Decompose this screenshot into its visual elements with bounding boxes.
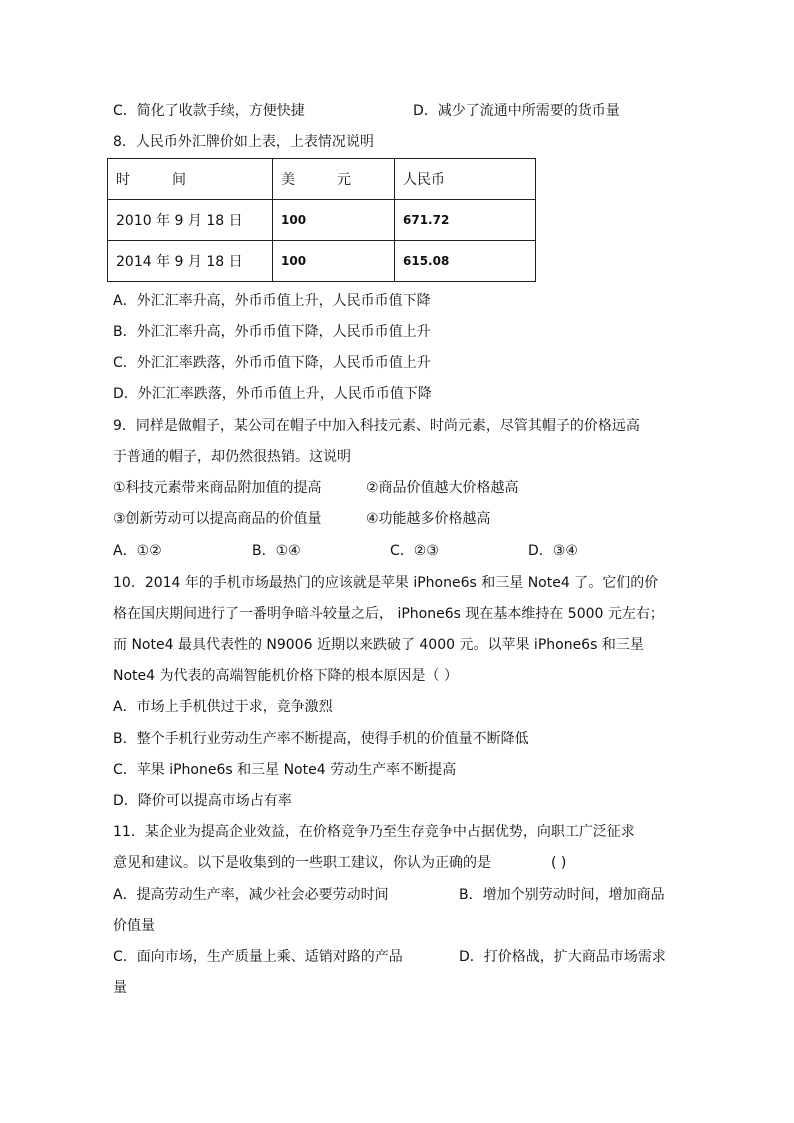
q9-stem-line1: 9．同样是做帽子，某公司在帽子中加入科技元素、时尚元素，尽管其帽子的价格远高 xyxy=(113,418,640,434)
table-header-cell: 人民币 xyxy=(395,159,536,200)
q10-stem-line2: 格在国庆期间进行了一番明争暗斗较量之后， iPhone6s 现在基本维持在 5000 元左右； xyxy=(113,606,664,622)
q8-option-c: C．外汇汇率跌落，外币币值下降，人民币币值上升 xyxy=(113,355,431,371)
q8-option-b: B．外汇汇率升高，外币币值下降，人民币币值上升 xyxy=(113,324,431,340)
table-cell-rmb: 671.72 xyxy=(395,200,536,241)
q10-stem-line3: 而 Note4 最具代表性的 N9006 近期以来跌破了 4000 元。以苹果 iPhone6s 和三星 xyxy=(113,637,644,653)
exchange-rate-table xyxy=(107,158,536,282)
q8-stem: 8．人民币外汇牌价如上表，上表情况说明 xyxy=(113,134,374,150)
q11-stem-line2: 意见和建议。以下是收集到的一些职工建议，你认为正确的是 xyxy=(113,855,491,871)
q10-option-c: C．苹果 iPhone6s 和三星 Note4 劳动生产率不断提高 xyxy=(113,762,457,778)
table-cell-date: 2014 年 9 月 18 日 xyxy=(108,241,273,282)
q11-option-d-continued: 量 xyxy=(113,980,127,996)
table-header-row xyxy=(108,159,536,200)
q10-option-b: B．整个手机行业劳动生产率不断提高，使得手机的价值量不断降低 xyxy=(113,731,529,747)
q9-item-4: ④功能越多价格越高 xyxy=(366,511,491,527)
q10-stem-line1: 10．2014 年的手机市场最热门的应该就是苹果 iPhone6s 和三星 Note4 了。它们的价 xyxy=(113,575,659,591)
q9-option-a: A．①② xyxy=(113,543,162,559)
table-header-cell: 时 间 xyxy=(108,159,273,200)
table-cell-rmb: 615.08 xyxy=(395,241,536,282)
q11-stem-line1: 11．某企业为提高企业效益，在价格竞争乃至生存竞争中占据优势，向职工广泛征求 xyxy=(113,824,635,840)
q11-option-b: B．增加个别劳动时间，增加商品 xyxy=(459,887,665,903)
q11-option-c: C．面向市场，生产质量上乘、适销对路的产品 xyxy=(113,949,403,965)
table-cell-usd: 100 xyxy=(273,241,395,282)
q11-option-a: A．提高劳动生产率，减少社会必要劳动时间 xyxy=(113,887,389,903)
q7-option-c: C．简化了收款手续，方便快捷 xyxy=(113,103,305,119)
q10-stem-line4: Note4 为代表的高端智能机价格下降的根本原因是（ ） xyxy=(113,668,458,684)
q11-answer-paren: ( ) xyxy=(551,855,567,871)
q9-option-b: B．①④ xyxy=(252,543,301,559)
q9-item-3: ③创新劳动可以提高商品的价值量 xyxy=(113,511,322,527)
q9-stem-line2: 于普通的帽子，却仍然很热销。这说明 xyxy=(113,449,351,465)
q10-option-d: D．降价可以提高市场占有率 xyxy=(113,793,292,809)
q9-option-c: C．②③ xyxy=(390,543,439,559)
table-row xyxy=(108,241,536,282)
q9-item-2: ②商品价值越大价格越高 xyxy=(366,480,519,496)
table-cell-date: 2010 年 9 月 18 日 xyxy=(108,200,273,241)
q10-option-a: A．市场上手机供过于求，竞争激烈 xyxy=(113,699,333,715)
q11-option-b-continued: 价值量 xyxy=(113,918,155,934)
table-header-cell: 美 元 xyxy=(273,159,395,200)
table-cell-usd: 100 xyxy=(273,200,395,241)
q9-item-1: ①科技元素带来商品附加值的提高 xyxy=(113,480,322,496)
q8-option-a: A．外汇汇率升高，外币币值上升，人民币币值下降 xyxy=(113,293,431,309)
table-row xyxy=(108,200,536,241)
q11-option-d: D．打价格战，扩大商品市场需求 xyxy=(459,949,666,965)
q8-option-d: D．外汇汇率跌落，外币币值上升，人民币币值下降 xyxy=(113,386,432,402)
q7-option-d: D．减少了流通中所需要的货币量 xyxy=(413,103,620,119)
q9-option-d: D．③④ xyxy=(528,543,578,559)
